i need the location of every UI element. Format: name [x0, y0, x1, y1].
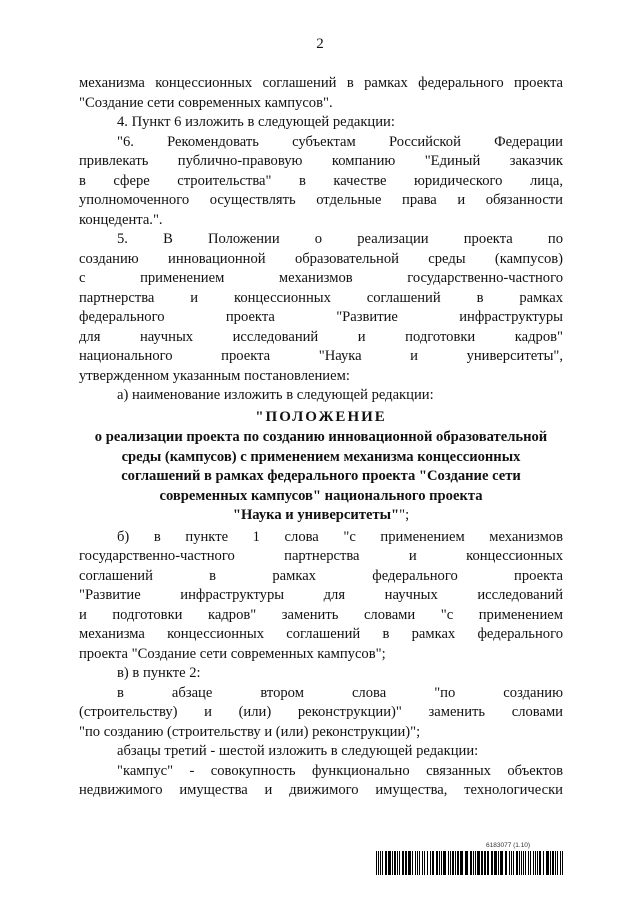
text-line: национального проекта "Наука и университеты",: [79, 348, 563, 364]
barcode-bar: [513, 851, 514, 875]
barcode-bar: [521, 851, 522, 875]
barcode-bar: [552, 851, 554, 875]
barcode-bar: [500, 851, 503, 875]
barcode-bar: [378, 851, 379, 875]
barcode-bar: [494, 851, 497, 875]
barcode-bar: [519, 851, 520, 875]
text-line: соглашений в рамках федерального проекта: [79, 567, 563, 584]
text-line: привлекать публично-правовую компанию "Единый заказчик: [79, 153, 563, 169]
text-line: государственно-частного партнерства и концессионных: [79, 548, 563, 564]
text-line: партнерства и концессионных соглашений в рамках: [79, 289, 563, 306]
document-body: [79, 74, 563, 801]
subtitle-line: соглашений в рамках федерального проекта "Создание сети: [121, 468, 521, 484]
barcode-bar: [509, 851, 510, 875]
text-line: 5. В Положении о реализации проекта по: [117, 231, 563, 247]
barcode-bar: [555, 851, 556, 875]
barcode-bar: [382, 851, 383, 875]
barcode-bar: [557, 851, 558, 875]
text-line: утвержденном указанным постановлением:: [79, 367, 350, 384]
subtitle-line: современных кампусов" национального проекта: [159, 487, 483, 504]
barcode-bar: [533, 851, 534, 875]
text-line: с применением механизмов государственно-частного: [79, 270, 563, 286]
text-line: б) в пункте 1 слова "с применением механизмов: [117, 528, 563, 545]
text-line: концедента.".: [79, 211, 163, 228]
barcode-bar: [376, 851, 377, 875]
text-line: (строительству) и (или) реконструкции)" заменить словами: [79, 704, 563, 720]
text-line: проекта "Создание сети современных кампусов";: [79, 645, 386, 662]
text-line: механизма концессионных соглашений в рамках федерального: [79, 626, 563, 642]
barcode-bar: [439, 851, 440, 875]
barcode-bar: [448, 851, 449, 875]
text-line: в абзаце втором слова "по созданию: [117, 684, 563, 701]
barcode-bar: [484, 851, 486, 875]
barcode-bar: [473, 851, 474, 875]
regulation-title: "ПОЛОЖЕНИЕ: [255, 408, 387, 425]
text-line: а) наименование изложить в следующей редакции:: [117, 387, 434, 403]
barcode-bar: [481, 851, 483, 875]
barcode-bar: [537, 851, 538, 875]
barcode-bar: [443, 851, 446, 875]
barcode-bar: [412, 851, 413, 875]
text-line: "Создание сети современных кампусов".: [79, 94, 333, 111]
barcode-bar: [452, 851, 454, 875]
barcode-bar: [543, 851, 544, 875]
barcode-bar: [457, 851, 459, 875]
barcode-bar: [455, 851, 456, 875]
barcode-bar: [427, 851, 428, 875]
text-line: уполномоченного осуществлять отдельные права и обязанности: [79, 192, 563, 208]
barcode-bar: [399, 851, 400, 875]
barcode-bar: [402, 851, 404, 875]
barcode-bar: [530, 851, 531, 875]
barcode-bar: [505, 851, 507, 875]
text-line: "6. Рекомендовать субъектам Российской Федерации: [117, 133, 563, 150]
text-line: "Развитие инфраструктуры для научных исследований: [79, 587, 563, 603]
text-line: и подготовки кадров" заменить словами "с применением: [79, 606, 563, 623]
barcode-bar: [450, 851, 451, 875]
barcode-bar: [408, 851, 411, 875]
barcode-bar: [388, 851, 391, 875]
barcode-bar: [477, 851, 480, 875]
barcode-bar: [385, 851, 387, 875]
barcode-bar: [523, 851, 524, 875]
barcode-bar: [424, 851, 425, 875]
barcode-bar: [436, 851, 438, 875]
paragraphs-before-title: [79, 74, 563, 406]
barcode-bar: [487, 851, 489, 875]
subtitle-line: среды (кампусов) с применением механизма концессионных: [121, 448, 521, 465]
paragraphs-after-title: [79, 528, 563, 801]
barcode-bar: [380, 851, 381, 875]
text-line: абзацы третий - шестой изложить в следующей редакции:: [117, 743, 479, 759]
text-line: федерального проекта "Развитие инфраструктуры: [79, 309, 563, 325]
text-line: 4. Пункт 6 изложить в следующей редакции:: [117, 114, 395, 130]
barcode-bar: [516, 851, 518, 875]
barcode-bar: [525, 851, 526, 875]
barcode-bar: [397, 851, 398, 875]
barcode-bar: [415, 851, 416, 875]
barcode-bar: [498, 851, 499, 875]
text-line: для научных исследований и подготовки кадров": [79, 328, 563, 345]
barcode-bar: [560, 851, 561, 875]
barcode-bar: [430, 851, 431, 875]
barcode-bar: [460, 851, 463, 875]
barcode-bar: [528, 851, 529, 875]
regulation-subtitle: [79, 428, 563, 526]
text-line: недвижимого имущества и движимого имущества, технологически: [79, 782, 563, 798]
barcode-bar: [419, 851, 420, 875]
document-number: 6183077 (1.10): [486, 842, 531, 849]
barcode-bar: [546, 851, 549, 875]
barcode-bar: [465, 851, 468, 875]
barcode-bar: [392, 851, 393, 875]
barcode-bar: [535, 851, 536, 875]
barcode: [376, 851, 564, 875]
page-number: 2: [316, 36, 324, 52]
barcode-bar: [511, 851, 512, 875]
subtitle-line: о реализации проекта по созданию инновационной образовательной: [94, 429, 548, 445]
barcode-bar: [441, 851, 442, 875]
barcode-bar: [394, 851, 396, 875]
text-line: в) в пункте 2:: [117, 665, 201, 681]
barcode-bar: [539, 851, 541, 875]
barcode-bar: [432, 851, 434, 875]
barcode-bar: [405, 851, 407, 875]
text-line: "кампус" - совокупность функционально связанных объектов: [117, 762, 563, 779]
subtitle-end: ";: [399, 507, 410, 523]
text-line: созданию инновационной образовательной среды (кампусов): [79, 250, 563, 267]
text-line: механизма концессионных соглашений в рамках федерального проекта: [79, 75, 563, 91]
barcode-bar: [470, 851, 472, 875]
text-line: в сфере строительства" в качестве юридического лица,: [79, 172, 563, 189]
barcode-bar: [417, 851, 418, 875]
text-line: "по созданию (строительству и (или) реконструкции)";: [79, 723, 421, 740]
barcode-bar: [422, 851, 423, 875]
barcode-bar: [475, 851, 476, 875]
barcode-bar: [562, 851, 563, 875]
barcode-bar: [550, 851, 551, 875]
barcode-bar: [491, 851, 493, 875]
subtitle-line: "Наука и университеты"";: [232, 507, 410, 523]
